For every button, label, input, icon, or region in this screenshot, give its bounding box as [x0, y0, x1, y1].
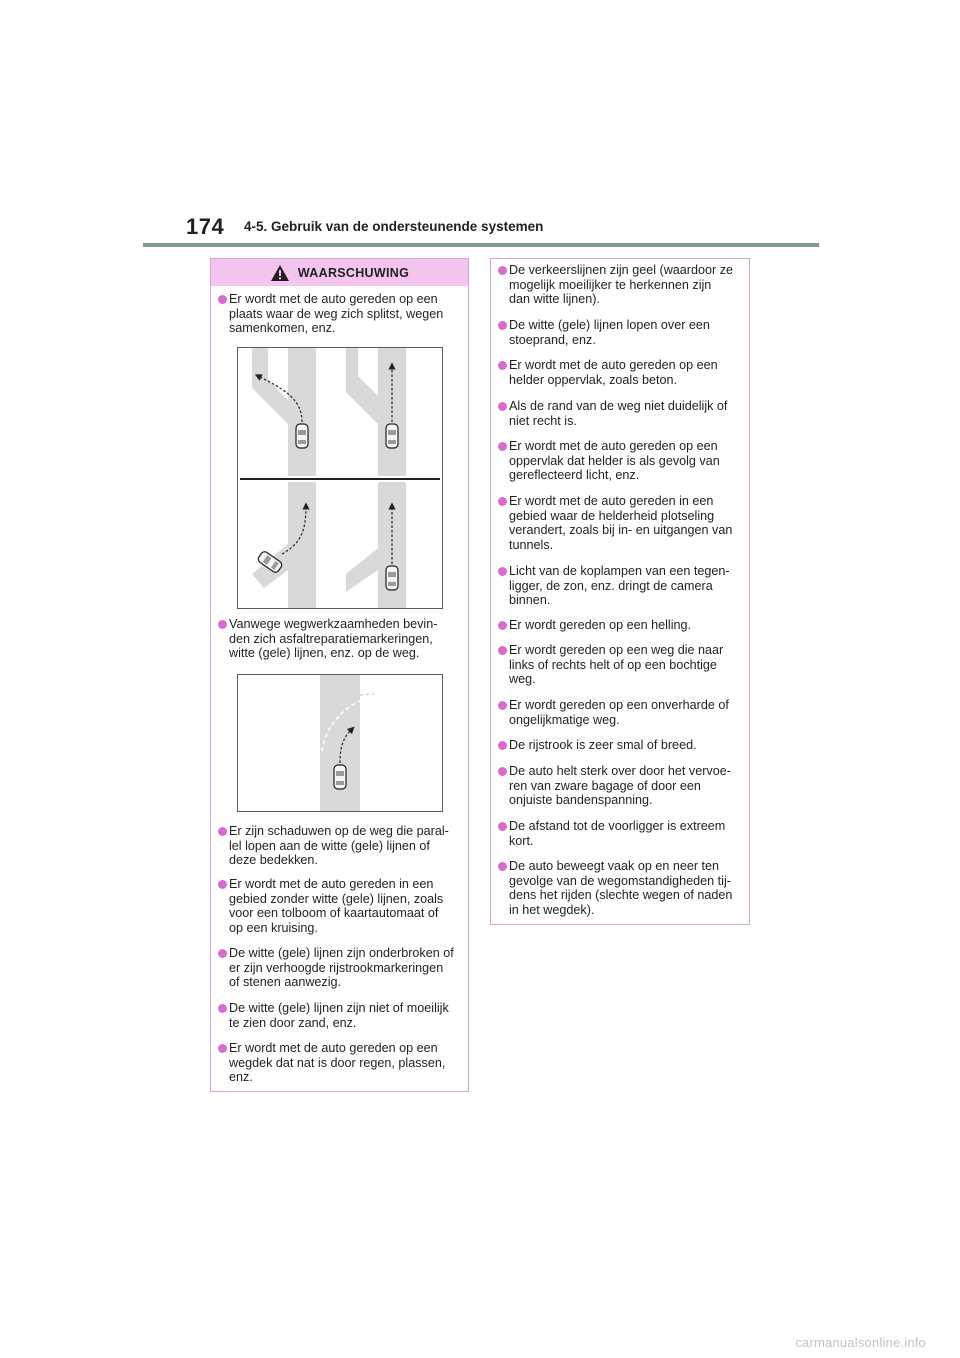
bullet-icon — [218, 620, 227, 629]
bullet-icon — [498, 402, 507, 411]
warning-item: Er wordt gereden op een onverharde of ongelijkmatige weg. — [498, 698, 729, 727]
bullet-icon — [498, 567, 507, 576]
bullet-icon — [498, 822, 507, 831]
warning-triangle-icon — [270, 264, 290, 282]
bullet-icon — [498, 741, 507, 750]
warning-item: Er wordt gereden op een weg die naar links of rechts helt of op een bochtige weg. — [498, 643, 723, 687]
bullet-icon — [218, 827, 227, 836]
bullet-icon — [218, 295, 227, 304]
warning-item: Vanwege wegwerkzaamheden bevin- den zich asfaltreparatiemarkeringen, witte (gele) lijnen, enz. op de weg. — [218, 617, 437, 661]
car-icon — [386, 566, 398, 590]
warning-item: Er wordt met de auto gereden op een helder oppervlak, zoals beton. — [498, 358, 718, 387]
warning-item: De auto beweegt vaak op en neer ten gevolge van de wegomstandigheden tij- dens het rijden (slechte wegen of naden in het wegdek). — [498, 859, 732, 917]
warning-title: WAARSCHUWING — [297, 265, 410, 280]
bullet-icon — [218, 1004, 227, 1013]
warning-item: Er wordt gereden op een helling. — [498, 618, 691, 633]
warning-item: Er wordt met de auto gereden op een wegdek dat nat is door regen, plassen, enz. — [218, 1041, 445, 1085]
warning-item: Er zijn schaduwen op de weg die paral- lel lopen aan de witte (gele) lijnen of deze bedekken. — [218, 824, 449, 868]
bullet-icon — [218, 949, 227, 958]
bullet-icon — [498, 646, 507, 655]
warning-box-continued — [490, 258, 750, 925]
bullet-icon — [218, 880, 227, 889]
warning-item: De witte (gele) lijnen zijn niet of moeilijk te zien door zand, enz. — [218, 1001, 449, 1030]
car-icon — [296, 424, 308, 448]
bullet-icon — [498, 862, 507, 871]
warning-item: De auto helt sterk over door het vervoe- ren van zware bagage of door een onjuiste bandenspanning. — [498, 764, 731, 808]
warning-item: De rijstrook is zeer smal of breed. — [498, 738, 697, 753]
warning-item: Er wordt met de auto gereden op een oppervlak dat helder is als gevolg van gereflecteerd licht, enz. — [498, 439, 720, 483]
warning-header — [211, 259, 468, 286]
watermark: carmanualsonline.info — [795, 1335, 926, 1350]
warning-item: De afstand tot de voorligger is extreem kort. — [498, 819, 725, 848]
figure-road-repair — [237, 674, 443, 812]
header-rule — [143, 243, 819, 247]
bullet-icon — [498, 442, 507, 451]
bullet-icon — [498, 767, 507, 776]
bullet-icon — [498, 321, 507, 330]
warning-item: De verkeerslijnen zijn geel (waardoor ze mogelijk moeilijker te herkennen zijn dan witte lijnen). — [498, 263, 733, 307]
warning-item: Als de rand van de weg niet duidelijk of niet recht is. — [498, 399, 727, 428]
bullet-icon — [498, 497, 507, 506]
bullet-icon — [218, 1044, 227, 1053]
warning-box — [210, 258, 469, 1092]
warning-item: Er wordt met de auto gereden in een gebied zonder witte (gele) lijnen, zoals voor een tolboom of kaartautomaat of op een kruising. — [218, 877, 443, 935]
road-repair-diagram — [238, 675, 442, 811]
page-number: 174 — [186, 214, 225, 239]
bullet-icon — [498, 266, 507, 275]
figure-road-split — [237, 347, 443, 609]
warning-item: De witte (gele) lijnen lopen over een stoeprand, enz. — [498, 318, 710, 347]
section-title: 4-5. Gebruik van de ondersteunende systemen — [244, 219, 544, 234]
car-icon — [386, 424, 398, 448]
warning-item: Er wordt met de auto gereden in een gebied waar de helderheid plotseling verandert, zoals bij in- en uitgangen van tunnels. — [498, 494, 732, 552]
warning-item: Licht van de koplampen van een tegen- ligger, de zon, enz. dringt de camera binnen. — [498, 564, 730, 608]
warning-item: De witte (gele) lijnen zijn onderbroken of er zijn verhoogde rijstrookmarkeringen of stenen aanwezig. — [218, 946, 454, 990]
bullet-icon — [498, 361, 507, 370]
bullet-icon — [498, 701, 507, 710]
bullet-icon — [498, 621, 507, 630]
car-icon — [334, 765, 346, 789]
road-split-diagram — [238, 348, 442, 608]
warning-item: Er wordt met de auto gereden op een plaats waar de weg zich splitst, wegen samenkomen, enz. — [218, 292, 443, 336]
